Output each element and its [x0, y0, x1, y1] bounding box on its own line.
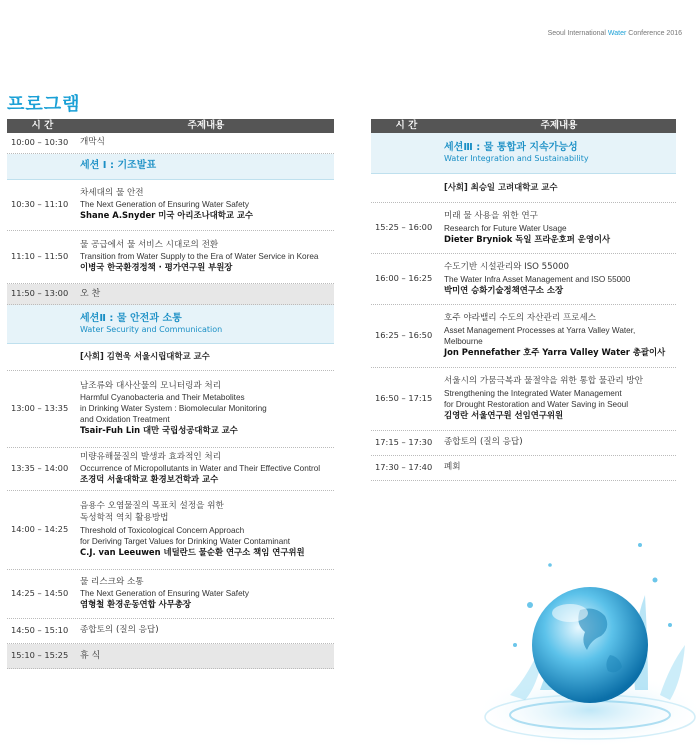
topic-cell: [78, 236, 334, 278]
topic-line: The Next Generation of Ensuring Water Safety: [80, 200, 249, 210]
time-cell: 15:25 – 16:00: [375, 222, 433, 233]
topic-line: 종합토의 (질의 응답): [80, 624, 159, 635]
topic-cell: [442, 372, 676, 425]
topic-line: Research for Future Water Usage: [444, 223, 567, 233]
time-cell: 10:00 – 10:30: [11, 137, 69, 148]
table-header: [7, 119, 334, 133]
topic-line: Occurrence of Micropollutants in Water and Their Effective Control: [80, 464, 321, 474]
topic-line: 독성학적 역치 활용방법: [80, 513, 169, 523]
topic-cell: [442, 137, 676, 169]
speaker-name: 이병국 한국환경정책 · 평가연구원 부원장: [80, 262, 233, 273]
topic-line: 서울시의 가뭄극복과 물절약을 위한 통합 물관리 방안: [444, 376, 644, 387]
header-suffix: Conference 2016: [626, 30, 682, 37]
schedule-row: [7, 448, 334, 491]
time-cell: 17:30 – 17:40: [375, 462, 433, 473]
session-title: 세션Ⅲ : 물 통합과 지속가능성: [444, 141, 578, 153]
speaker-name: 김영란 서울연구원 선임연구위원: [444, 410, 564, 421]
schedule-table-right: [371, 119, 676, 481]
time-cell: 13:00 – 13:35: [11, 403, 69, 414]
time-cell: 15:10 – 15:25: [11, 650, 69, 661]
speaker-name: 박미연 승화기술정책연구소 소장: [444, 284, 564, 295]
topic-line: and Oxidation Treatment: [80, 415, 170, 425]
schedule-row: [7, 371, 334, 448]
session-header-row: [371, 133, 676, 174]
header-prefix: Seoul International: [547, 30, 608, 37]
topic-cell: [78, 155, 334, 177]
topic-cell: [442, 207, 676, 249]
time-column-header: 시 간: [31, 120, 54, 131]
schedule-body-left: [7, 133, 334, 669]
topic-cell: [442, 458, 676, 478]
speaker-name: Tsair-Fuh Lin 대만 국립성공대학교 교수: [80, 425, 238, 436]
speaker-name: Jon Pennefather 호주 Yarra Valley Water 총괄이사: [444, 347, 666, 358]
header-accent: Water: [607, 30, 627, 37]
time-cell: 16:00 – 16:25: [375, 273, 433, 284]
speaker-name: 조경덕 서울대학교 환경보건학과 교수: [80, 474, 219, 485]
session-header-row: [7, 305, 334, 344]
schedule-row: [371, 203, 676, 254]
schedule-row: [7, 570, 334, 619]
topic-line: 개막식: [80, 137, 105, 147]
topic-line: 물 리스크와 소통: [80, 576, 144, 587]
schedule-row: [371, 431, 676, 456]
schedule-row: [371, 305, 676, 368]
time-cell: 14:25 – 14:50: [11, 588, 69, 599]
schedule-row: [7, 231, 334, 284]
topic-line: 차세대의 물 안전: [80, 187, 144, 198]
topic-line: 호주 야라밸리 수도의 자산관리 프로세스: [444, 313, 597, 324]
time-column-header: 시 간: [395, 120, 418, 131]
schedule-row: [371, 174, 676, 203]
topic-line: 음용수 오염물질의 목표치 설정을 위한: [80, 501, 224, 512]
schedule-row: [371, 254, 676, 305]
topic-line: for Deriving Target Values for Drinking Water Contaminant: [80, 536, 291, 546]
time-cell: 11:50 – 13:00: [11, 288, 69, 299]
topic-cell: [78, 284, 334, 304]
speaker-name: 염형철 환경운동연합 사무총장: [80, 599, 192, 610]
time-cell: 10:30 – 11:10: [11, 199, 69, 209]
topic-cell: [442, 178, 676, 197]
topic-cell: [78, 377, 334, 441]
session-title: 세션Ⅱ : 물 안전과 소통: [80, 312, 182, 324]
topic-column-header: 주제내용: [187, 120, 225, 131]
schedule-row: [7, 491, 334, 570]
topic-line: 미량유해물질의 발생과 효과적인 처리: [80, 451, 222, 462]
topic-cell: [442, 433, 676, 453]
session-title: Water Integration and Sustainability: [444, 154, 589, 164]
time-cell: 16:25 – 16:50: [375, 330, 433, 341]
speaker-name: Dieter Bryniok 독일 프라운호퍼 운영이사: [444, 233, 611, 244]
topic-line: in Drinking Water System : Biomolecular Monitoring: [80, 404, 267, 414]
topic-line: The Water Infra Asset Management and ISO 55000: [444, 274, 631, 284]
topic-line: 폐회: [444, 462, 461, 473]
topic-line: 미래 물 사용을 위한 연구: [444, 211, 538, 221]
topic-cell: [442, 309, 676, 362]
time-cell: 17:15 – 17:30: [375, 437, 433, 448]
schedule-row: [7, 619, 334, 644]
topic-line: Transition from Water Supply to the Era of Water Service in Korea: [80, 252, 319, 262]
time-cell: 14:50 – 15:10: [11, 625, 69, 636]
topic-cell: [78, 497, 334, 562]
topic-cell: [78, 347, 334, 366]
time-cell: 14:00 – 14:25: [11, 524, 69, 535]
topic-cell: [78, 448, 334, 490]
topic-cell: [78, 308, 334, 340]
topic-line: 남조류와 대사산물의 모니터링과 처리: [80, 380, 222, 391]
topic-line: 종합토의 (질의 응답): [444, 437, 523, 448]
schedule-row: [7, 284, 334, 305]
topic-line: Asset Management Processes at Yarra Valley Water,: [444, 326, 636, 336]
topic-line: Threshold of Toxicological Concern Approach: [80, 525, 245, 535]
topic-cell: [78, 573, 334, 615]
schedule-table-left: [7, 119, 334, 669]
topic-cell: [78, 184, 334, 226]
topic-column-header: 주제내용: [540, 120, 578, 131]
topic-line: Strengthening the Integrated Water Management: [444, 389, 622, 399]
topic-line: 수도기반 시설관리와 ISO 55000: [444, 262, 570, 272]
schedule-row: [371, 368, 676, 431]
topic-line: The Next Generation of Ensuring Water Safety: [80, 589, 249, 599]
time-cell: 13:35 – 14:00: [11, 463, 69, 474]
topic-line: 휴 식: [80, 650, 101, 661]
speaker-name: C.J. van Leeuwen 네덜란드 물순환 연구소 책임 연구위원: [80, 546, 305, 557]
topic-cell: [78, 133, 334, 153]
topic-line: 물 공급에서 물 서비스 시대로의 전환: [80, 239, 219, 250]
session-title: Water Security and Communication: [80, 325, 223, 335]
topic-line: 오 찬: [80, 288, 101, 299]
table-header: [371, 119, 676, 133]
conference-header: [548, 30, 682, 37]
topic-line: Harmful Cyanobacteria and Their Metabolites: [80, 393, 245, 403]
speaker-name: Shane A.Snyder 미국 아리조나대학교 교수: [80, 210, 254, 221]
topic-cell: [78, 646, 334, 666]
schedule-row: [371, 456, 676, 481]
topic-cell: [442, 258, 676, 300]
schedule-body-right: [371, 133, 676, 481]
moderator-line: [사회] 김현욱 서울시립대학교 교수: [80, 351, 210, 362]
page-title: 프로그램: [7, 94, 81, 115]
schedule-row: [7, 133, 334, 154]
moderator-line: [사회] 최승일 고려대학교 교수: [444, 182, 558, 193]
session-title: 세션 Ⅰ : 기조발표: [80, 160, 157, 172]
schedule-row: [7, 644, 334, 669]
schedule-row: [7, 180, 334, 231]
topic-cell: [78, 621, 334, 641]
session-header-row: [7, 154, 334, 180]
time-cell: 16:50 – 17:15: [375, 393, 433, 404]
topic-line: for Drought Restoration and Water Saving in Seoul: [444, 400, 629, 410]
water-globe-illustration: [470, 485, 700, 752]
schedule-row: [7, 344, 334, 371]
topic-line: Melbourne: [444, 337, 483, 347]
time-cell: 11:10 – 11:50: [11, 251, 69, 261]
